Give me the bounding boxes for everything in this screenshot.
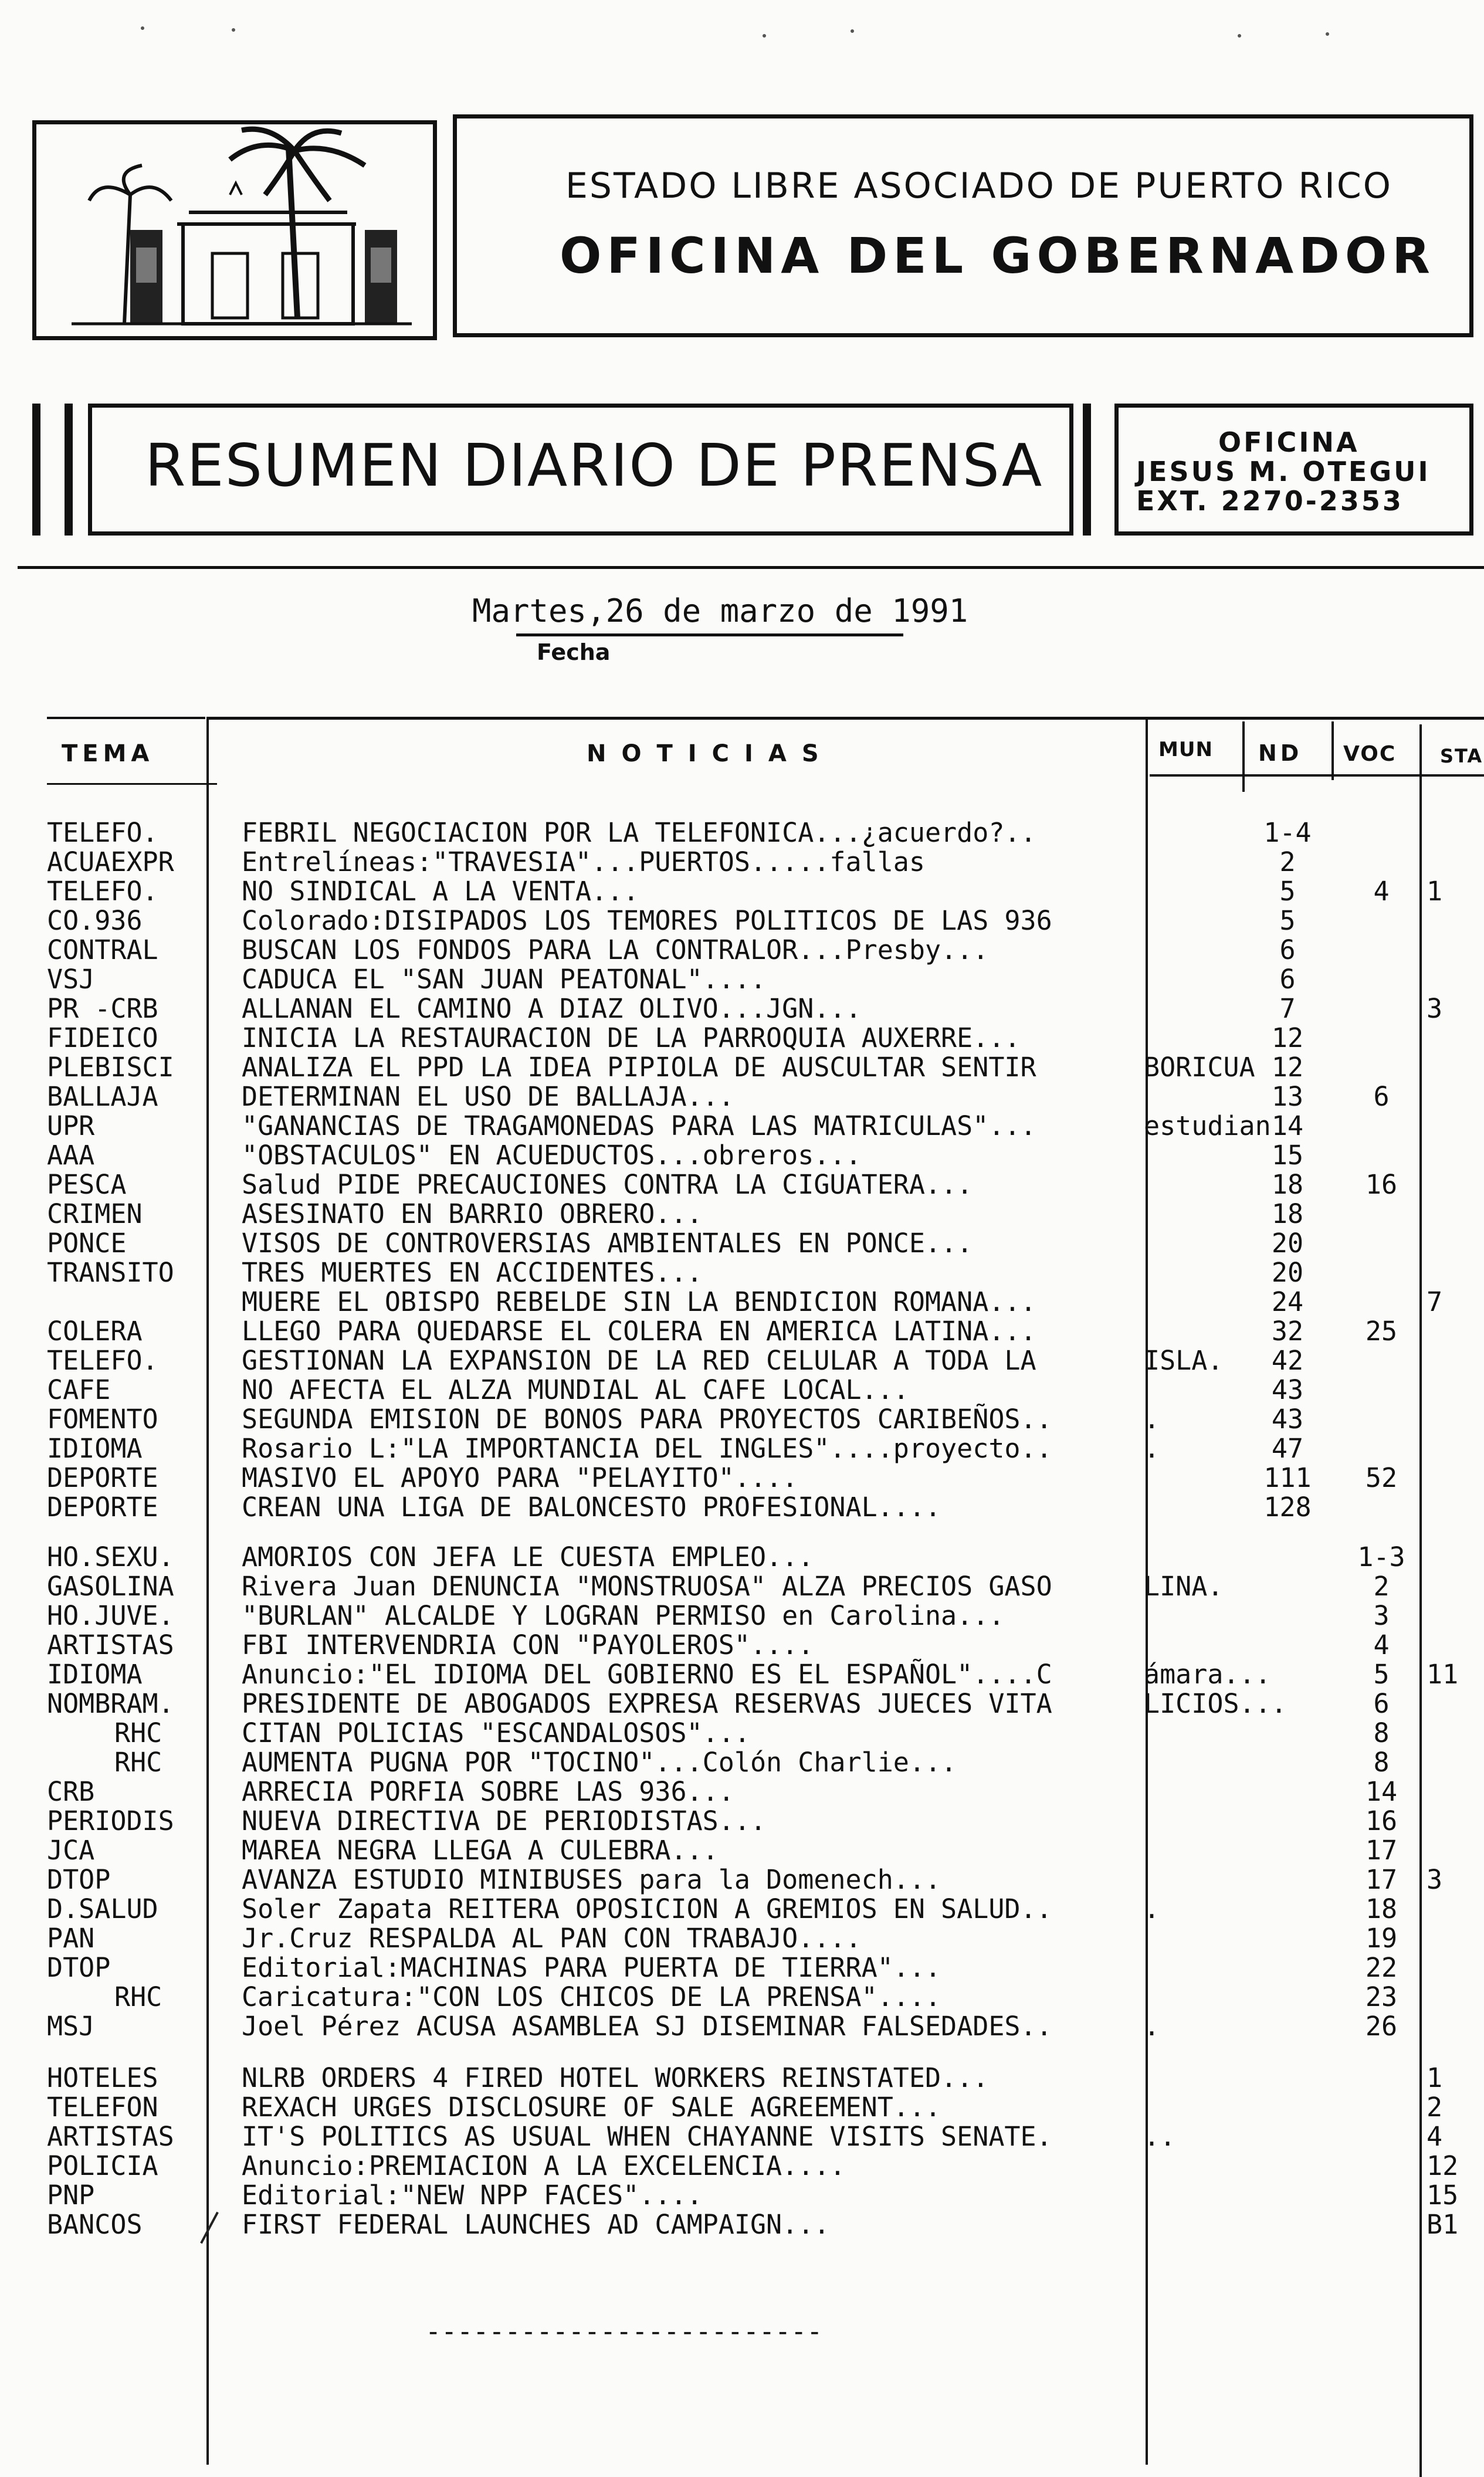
headline-cell: Salud PIDE PRECAUCIONES CONTRA LA CIGUATERA... [242, 1169, 973, 1200]
sta-page-cell: 7 [1427, 1286, 1443, 1317]
scan-speck [1326, 32, 1329, 36]
table-row [0, 2151, 1484, 2181]
table-row [0, 2181, 1484, 2210]
tema-cell: BANCOS [47, 2209, 143, 2240]
tema-cell: DTOP [47, 1864, 111, 1895]
voc-page-cell: 5 [1373, 1659, 1390, 1690]
scan-speck [763, 34, 766, 38]
tema-cell: HOTELES [47, 2062, 158, 2093]
scan-speck [232, 28, 235, 32]
headline-cell: FEBRIL NEGOCIACION POR LA TELEFONICA...¿acuerdo?.. [242, 817, 1036, 848]
headline-cell: "BURLAN" ALCALDE Y LOGRAN PERMISO en Carolina... [242, 1600, 1005, 1631]
table-row [0, 1836, 1484, 1865]
tema-cell: PERIODIS [47, 1805, 174, 1836]
nd-page-cell: 42 [1271, 1345, 1304, 1376]
voc-page-cell: 8 [1373, 1747, 1390, 1778]
headline-cell: ASESINATO EN BARRIO OBRERO... [242, 1198, 703, 1229]
tema-cell: ACUAEXPR [47, 846, 174, 877]
column-header-sta: STA [1440, 745, 1483, 767]
nd-page-cell: 7 [1279, 993, 1296, 1024]
nd-page-cell: 12 [1271, 1052, 1304, 1083]
mun-cell: BORICUA [1144, 1052, 1255, 1083]
headline-cell: ANALIZA EL PPD LA IDEA PIPIOLA DE AUSCULTAR SENTIR [242, 1052, 1036, 1083]
voc-page-cell: 6 [1373, 1688, 1390, 1719]
table-row [0, 1287, 1484, 1317]
headline-cell: MASIVO EL APOYO PARA "PELAYITO".... [242, 1462, 798, 1493]
headline-cell: Anuncio:PREMIACION A LA EXCELENCIA.... [242, 2150, 846, 2181]
voc-page-cell: 19 [1365, 1923, 1398, 1954]
nd-page-cell: 20 [1271, 1228, 1304, 1259]
table-row [0, 2093, 1484, 2122]
headline-cell: PRESIDENTE DE ABOGADOS EXPRESA RESERVAS JUECES VITA [242, 1688, 1052, 1719]
sta-page-cell: 3 [1427, 993, 1443, 1024]
column-header-mun: MUN [1158, 738, 1213, 761]
report-date: Martes,26 de marzo de 1991 [472, 592, 968, 629]
nd-page-cell: 13 [1271, 1081, 1304, 1112]
tema-cell: PESCA [47, 1169, 127, 1200]
header-title-box [453, 114, 1473, 337]
government-name: ESTADO LIBRE ASOCIADO DE PUERTO RICO [565, 165, 1392, 206]
voc-page-cell: 25 [1365, 1316, 1398, 1347]
tema-cell: FOMENTO [47, 1404, 158, 1435]
table-row [0, 1807, 1484, 1836]
header-separator [18, 566, 1484, 569]
tema-cell: PR -CRB [47, 993, 158, 1024]
voc-page-cell: 17 [1365, 1864, 1398, 1895]
headline-cell: MUERE EL OBISPO REBELDE SIN LA BENDICION ROMANA... [242, 1286, 1036, 1317]
mun-cell: . [1144, 1893, 1160, 1924]
nd-page-cell: 5 [1279, 905, 1296, 936]
voc-page-cell: 16 [1365, 1169, 1398, 1200]
scan-speck [1238, 34, 1241, 38]
nd-page-cell: 18 [1271, 1169, 1304, 1200]
voc-page-cell: 26 [1365, 2011, 1398, 2042]
table-row [0, 2012, 1484, 2041]
tema-cell: CONTRAL [47, 934, 158, 965]
voc-page-cell: 8 [1373, 1717, 1390, 1749]
nd-page-cell: 6 [1279, 964, 1296, 995]
table-row [0, 1719, 1484, 1748]
nd-page-cell: 5 [1279, 876, 1296, 907]
table-row [0, 1601, 1484, 1631]
tema-cell: GASOLINA [47, 1571, 174, 1602]
governor-mansion-logo [32, 120, 437, 340]
table-row [0, 877, 1484, 906]
voc-page-cell: 4 [1373, 876, 1390, 907]
tema-cell: CRB [47, 1776, 95, 1807]
headline-cell: TRES MUERTES EN ACCIDENTES... [242, 1257, 703, 1288]
headline-cell: REXACH URGES DISCLOSURE OF SALE AGREEMENT... [242, 2092, 941, 2123]
mun-cell: LINA. [1144, 1571, 1224, 1602]
banner-right-bar [1083, 404, 1091, 536]
tema-cell: ARTISTAS [47, 1629, 174, 1661]
tema-cell: D.SALUD [47, 1893, 158, 1924]
nd-page-cell: 111 [1263, 1462, 1312, 1493]
headline-cell: LLEGO PARA QUEDARSE EL COLERA EN AMERICA LATINA... [242, 1316, 1036, 1347]
headline-cell: Soler Zapata REITERA OPOSICION A GREMIOS EN SALUD.. [242, 1893, 1052, 1924]
nd-page-cell: 1-4 [1263, 817, 1312, 848]
voc-page-cell: 3 [1373, 1600, 1390, 1631]
headline-cell: IT'S POLITICS AS USUAL WHEN CHAYANNE VISITS SENATE. [242, 2121, 1052, 2152]
headline-cell: NLRB ORDERS 4 FIRED HOTEL WORKERS REINSTATED... [242, 2062, 989, 2093]
headline-cell: NO AFECTA EL ALZA MUNDIAL AL CAFE LOCAL... [242, 1374, 909, 1405]
headline-cell: NUEVA DIRECTIVA DE PERIODISTAS... [242, 1805, 767, 1836]
tema-cell: HO.JUVE. [47, 1600, 174, 1631]
table-row [0, 848, 1484, 877]
office-label: OFICINA [1218, 426, 1360, 458]
voc-page-cell: 17 [1365, 1835, 1398, 1866]
table-row [0, 1983, 1484, 2012]
nd-page-cell: 43 [1271, 1374, 1304, 1405]
banner-left-bar [32, 404, 40, 536]
nd-page-cell: 24 [1271, 1286, 1304, 1317]
voc-page-cell: 6 [1373, 1081, 1390, 1112]
headline-cell: CITAN POLICIAS "ESCANDALOSOS"... [242, 1717, 750, 1749]
table-row [0, 965, 1484, 994]
headline-cell: AVANZA ESTUDIO MINIBUSES para la Domenech... [242, 1864, 941, 1895]
tema-cell: PLEBISCI [47, 1052, 174, 1083]
headline-cell: "OBSTACULOS" EN ACUEDUCTOS...obreros... [242, 1140, 862, 1171]
tema-cell: HO.SEXU. [47, 1541, 174, 1573]
table-row [0, 1493, 1484, 1522]
tema-cell: PNP [47, 2180, 95, 2211]
headline-cell: FIRST FEDERAL LAUNCHES AD CAMPAIGN... [242, 2209, 830, 2240]
table-row [0, 2210, 1484, 2239]
mun-cell: .. [1144, 2121, 1176, 2152]
table-row [0, 1463, 1484, 1493]
headline-cell: CREAN UNA LIGA DE BALONCESTO PROFESIONAL.... [242, 1492, 941, 1523]
table-row [0, 2063, 1484, 2093]
nd-page-cell: 32 [1271, 1316, 1304, 1347]
voc-page-cell: 4 [1373, 1629, 1390, 1661]
column-header-tema: TEMA [62, 740, 154, 767]
nd-page-cell: 14 [1271, 1110, 1304, 1141]
headline-cell: Caricatura:"CON LOS CHICOS DE LA PRENSA".... [242, 1981, 941, 2012]
table-row [0, 1346, 1484, 1375]
headline-cell: AMORIOS CON JEFA LE CUESTA EMPLEO... [242, 1541, 814, 1573]
tema-cell: RHC [114, 1717, 162, 1749]
mun-cell: estudian [1144, 1110, 1271, 1141]
headline-cell: VISOS DE CONTROVERSIAS AMBIENTALES EN PONCE... [242, 1228, 973, 1259]
table-row [0, 1895, 1484, 1924]
table-row [0, 1631, 1484, 1660]
tema-cell: BALLAJA [47, 1081, 158, 1112]
headline-cell: GESTIONAN LA EXPANSION DE LA RED CELULAR A TODA LA [242, 1345, 1036, 1376]
nd-page-cell: 15 [1271, 1140, 1304, 1171]
table-row [0, 936, 1484, 965]
banner-left-bar [65, 404, 73, 536]
office-contact-box [1114, 404, 1473, 536]
tema-cell: ARTISTAS [47, 2121, 174, 2152]
nd-page-cell: 43 [1271, 1404, 1304, 1435]
table-top-rule [47, 717, 205, 719]
tema-header-underline [47, 783, 217, 785]
table-row [0, 994, 1484, 1024]
headline-cell: Editorial:"NEW NPP FACES".... [242, 2180, 703, 2211]
table-row [0, 906, 1484, 936]
column-header-nd: ND [1258, 740, 1303, 766]
tema-cell: CAFE [47, 1374, 111, 1405]
headline-cell: "GANANCIAS DE TRAGAMONEDAS PARA LAS MATRICULAS"... [242, 1110, 1036, 1141]
sta-page-cell: 11 [1427, 1659, 1459, 1690]
table-row [0, 1229, 1484, 1258]
sta-page-cell: 3 [1427, 1864, 1443, 1895]
headline-cell: NO SINDICAL A LA VENTA... [242, 876, 639, 907]
table-row [0, 1689, 1484, 1719]
column-header-voc: VOC [1343, 742, 1397, 766]
mun-cell: LICIOS... [1144, 1688, 1287, 1719]
headline-cell: Anuncio:"EL IDIOMA DEL GOBIERNO ES EL ESPAÑOL"....C [242, 1659, 1052, 1690]
tema-cell: CO.936 [47, 905, 143, 936]
table-row [0, 1405, 1484, 1434]
table-row [0, 1777, 1484, 1807]
tema-cell: RHC [114, 1981, 162, 2012]
date-label: Fecha [537, 639, 611, 665]
mun-cell: ámara... [1144, 1659, 1271, 1690]
tema-cell: TELEFON [47, 2092, 158, 2123]
tema-cell: COLERA [47, 1316, 143, 1347]
date-underline [516, 633, 903, 636]
tema-cell: PAN [47, 1923, 95, 1954]
table-row [0, 1053, 1484, 1082]
table-row [0, 1199, 1484, 1229]
tema-cell: PONCE [47, 1228, 127, 1259]
sta-page-cell: 2 [1427, 2092, 1443, 2123]
tema-cell: TRANSITO [47, 1257, 174, 1288]
table-row [0, 1024, 1484, 1053]
sta-page-cell: 15 [1427, 2180, 1459, 2211]
table-row [0, 1170, 1484, 1199]
tema-cell: AAA [47, 1140, 95, 1171]
right-header-underline [1150, 774, 1484, 777]
voc-page-cell: 2 [1373, 1571, 1390, 1602]
headline-cell: SEGUNDA EMISION DE BONOS PARA PROYECTOS CARIBEÑOS.. [242, 1404, 1052, 1435]
headline-cell: Joel Pérez ACUSA ASAMBLEA SJ DISEMINAR FALSEDADES.. [242, 2011, 1052, 2042]
headline-cell: DETERMINAN EL USO DE BALLAJA... [242, 1081, 734, 1112]
table-row [0, 1082, 1484, 1112]
mun-cell: . [1144, 2011, 1160, 2042]
headline-cell: FBI INTERVENDRIA CON "PAYOLEROS".... [242, 1629, 814, 1661]
tema-cell: UPR [47, 1110, 95, 1141]
table-row [0, 2122, 1484, 2151]
table-row [0, 1317, 1484, 1346]
tema-cell: TELEFO. [47, 817, 158, 848]
nd-page-cell: 2 [1279, 846, 1296, 877]
sta-page-cell: 4 [1427, 2121, 1443, 2152]
headline-cell: ARRECIA PORFIA SOBRE LAS 936... [242, 1776, 734, 1807]
headline-cell: ALLANAN EL CAMINO A DIAZ OLIVO...JGN... [242, 993, 862, 1024]
table-row [0, 1865, 1484, 1895]
headline-cell: AUMENTA PUGNA POR "TOCINO"...Colón Charlie... [242, 1747, 957, 1778]
nd-page-cell: 6 [1279, 934, 1296, 965]
sta-page-cell: 1 [1427, 876, 1443, 907]
voc-page-cell: 23 [1365, 1981, 1398, 2012]
nd-page-cell: 47 [1271, 1433, 1304, 1464]
nd-page-cell: 20 [1271, 1257, 1304, 1288]
scan-speck [851, 29, 854, 33]
tema-cell: IDIOMA [47, 1659, 143, 1690]
table-row [0, 1924, 1484, 1953]
office-contact-name: JESUS M. OTEGUI [1136, 456, 1431, 487]
tema-cell: FIDEICO [47, 1022, 158, 1053]
nd-page-cell: 18 [1271, 1198, 1304, 1229]
mun-cell: . [1144, 1433, 1160, 1464]
headline-cell: MAREA NEGRA LLEGA A CULEBRA... [242, 1835, 719, 1866]
tema-cell: IDIOMA [47, 1433, 143, 1464]
table-row [0, 1572, 1484, 1601]
voc-page-cell: 18 [1365, 1893, 1398, 1924]
voc-page-cell: 14 [1365, 1776, 1398, 1807]
banner-box [88, 404, 1073, 536]
voc-page-cell: 22 [1365, 1952, 1398, 1983]
mun-cell: ISLA. [1144, 1345, 1224, 1376]
table-row [0, 1748, 1484, 1777]
tema-cell: POLICIA [47, 2150, 158, 2181]
headline-cell: INICIA LA RESTAURACION DE LA PARROQUIA AUXERRE... [242, 1022, 1021, 1053]
headline-cell: Rosario L:"LA IMPORTANCIA DEL INGLES"....proyecto.. [242, 1433, 1052, 1464]
tema-cell: JCA [47, 1835, 95, 1866]
tema-cell: CRIMEN [47, 1198, 143, 1229]
table-top-rule [208, 717, 1484, 720]
voc-page-cell: 16 [1365, 1805, 1398, 1836]
tema-cell: TELEFO. [47, 876, 158, 907]
table-row [0, 818, 1484, 848]
scan-speck [141, 26, 144, 30]
table-row [0, 1543, 1484, 1572]
mun-cell: . [1144, 1404, 1160, 1435]
column-header-noticias: NOTICIAS [587, 740, 834, 767]
nd-page-cell: 12 [1271, 1022, 1304, 1053]
headline-cell: Rivera Juan DENUNCIA "MONSTRUOSA" ALZA PRECIOS GASO [242, 1571, 1052, 1602]
banner-title: RESUMEN DIARIO DE PRENSA [145, 431, 1043, 500]
table-row [0, 1660, 1484, 1689]
headline-cell: BUSCAN LOS FONDOS PARA LA CONTRALOR...Presby... [242, 934, 989, 965]
mansion-illustration [36, 124, 433, 336]
tema-cell: DTOP [47, 1952, 111, 1983]
headline-cell: Entrelíneas:"TRAVESIA"...PUERTOS.....fallas [242, 846, 925, 877]
end-of-list-rule: ------------------------- [425, 2316, 823, 2347]
tema-cell: MSJ [47, 2011, 95, 2042]
headline-cell: Colorado:DISIPADOS LOS TEMORES POLITICOS DE LAS 936 [242, 905, 1052, 936]
voc-page-cell: 1-3 [1357, 1541, 1405, 1573]
table-row [0, 1258, 1484, 1287]
table-row [0, 1375, 1484, 1405]
sta-page-cell: 12 [1427, 2150, 1459, 2181]
tema-cell: TELEFO. [47, 1345, 158, 1376]
column-rule-nd [1331, 721, 1334, 780]
tema-cell: DEPORTE [47, 1492, 158, 1523]
sta-page-cell: 1 [1427, 2062, 1443, 2093]
column-rule-mun [1242, 721, 1245, 792]
office-extension: EXT. 2270-2353 [1136, 485, 1404, 517]
tema-cell: VSJ [47, 964, 95, 995]
table-row [0, 1112, 1484, 1141]
tema-cell: DEPORTE [47, 1462, 158, 1493]
tema-cell: NOMBRAM. [47, 1688, 174, 1719]
office-title: OFICINA DEL GOBERNADOR [560, 227, 1435, 284]
table-row [0, 1141, 1484, 1170]
table-row [0, 1953, 1484, 1983]
voc-page-cell: 52 [1365, 1462, 1398, 1493]
nd-page-cell: 128 [1263, 1492, 1312, 1523]
headline-cell: Editorial:MACHINAS PARA PUERTA DE TIERRA"... [242, 1952, 941, 1983]
sta-page-cell: B1 [1427, 2209, 1459, 2240]
table-row [0, 1434, 1484, 1463]
headline-cell: CADUCA EL "SAN JUAN PEATONAL".... [242, 964, 767, 995]
tema-cell: RHC [114, 1747, 162, 1778]
headline-cell: Jr.Cruz RESPALDA AL PAN CON TRABAJO.... [242, 1923, 862, 1954]
